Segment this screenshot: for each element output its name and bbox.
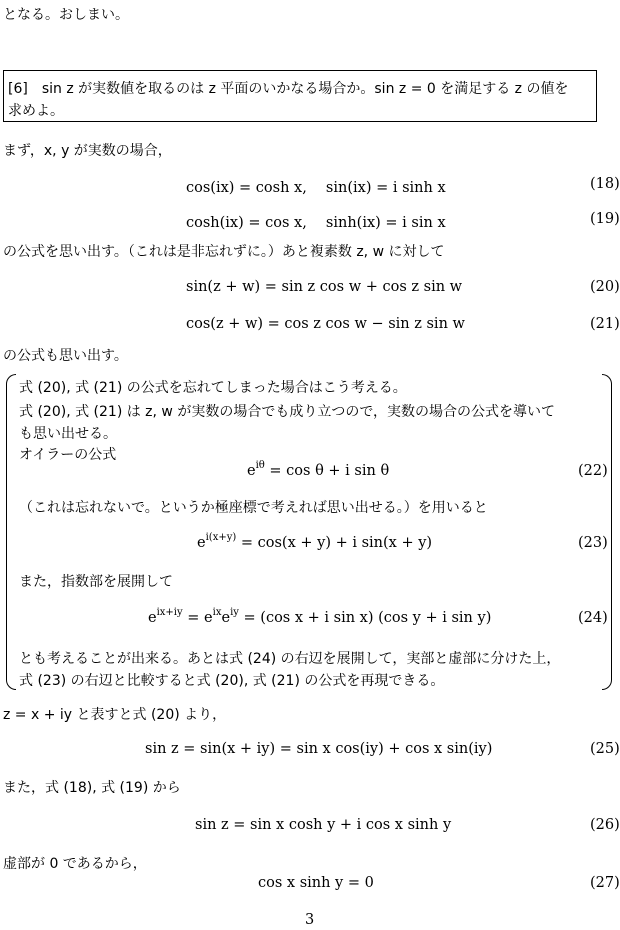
aside-line-3: も思い出せる。 — [19, 426, 117, 442]
equation-20-number: (20) — [590, 279, 620, 295]
aside-line-5: （これは忘れないで。というか極座標で考えれば思い出せる。）を用いると — [19, 500, 488, 516]
equation-19: cosh(ix) = cos x, sinh(ix) = i sin x — [186, 215, 446, 231]
equation-25-number: (25) — [590, 741, 620, 757]
equation-26: sin z = sin x cosh y + i cos x sinh y — [195, 817, 452, 833]
intro-text: まず，x, y が実数の場合， — [3, 143, 172, 159]
aside-line-4: オイラーの公式 — [19, 447, 117, 463]
aside-line-8: 式 (23) の右辺と比較すると式 (20), 式 (21) の公式を再現できる。 — [19, 673, 445, 689]
equation-22-number: (22) — [578, 463, 608, 479]
equation-22: $e^{i\theta} = \cos \theta + i$ sin θ — [247, 460, 390, 479]
equation-24-number: (24) — [578, 610, 608, 626]
equation-21-number: (21) — [590, 316, 620, 332]
equation-24: $e^{ix+iy} = e^{ix}e^{iy} = (\cos$ x + i sin x) (cos y + i sin y) — [148, 607, 492, 626]
equation-27: cos x sinh y = 0 — [258, 875, 374, 891]
equation-26-number: (26) — [590, 817, 620, 833]
after-19-text: の公式を思い出す。（これは是非忘れずに。）あと複素数 z, w に対して — [3, 244, 445, 260]
top-line: となる。おしまい。 — [3, 7, 129, 23]
equation-19-number: (19) — [590, 211, 620, 227]
aside-line-2: 式 (20), 式 (21) は z, w が実数の場合でも成り立つので，実数の場合の公式を導いて — [19, 404, 556, 420]
aside-line-7: とも考えることが出来る。あとは式 (24) の右辺を展開して，実部と虚部に分けた上， — [19, 651, 561, 667]
problem-line-2: 求めよ。 — [8, 103, 64, 119]
equation-27-number: (27) — [590, 875, 620, 891]
problem-line-1: [6] sin z が実数値を取るのは z 平面のいかなる場合か。sin z = 0 を満足する z の値を — [8, 81, 569, 97]
aside-line-1: 式 (20), 式 (21) の公式を忘れてしまった場合はこう考える。 — [19, 380, 407, 396]
equation-18: cos(ix) = cosh x, sin(ix) = i sinh x — [186, 180, 446, 196]
aside-left-paren — [6, 374, 16, 690]
page-number: 3 — [305, 912, 315, 928]
after-aside-text: z = x + iy と表すと式 (20) より， — [3, 707, 227, 723]
equation-21: cos(z + w) = cos z cos w − sin z sin w — [186, 316, 465, 332]
equation-20: sin(z + w) = sin z cos w + cos z sin w — [186, 279, 463, 295]
equation-23-number: (23) — [578, 535, 608, 551]
equation-23: $e^{i(x+y)} = \cos(x + y) + i$ sin(x + y) — [197, 532, 433, 551]
after-25-text: また，式 (18), 式 (19) から — [3, 780, 181, 796]
aside-line-6: また，指数部を展開して — [19, 574, 173, 590]
after-21-text: の公式も思い出す。 — [3, 348, 128, 364]
equation-25: sin z = sin(x + iy) = sin x cos(iy) + cos x sin(iy) — [145, 741, 493, 757]
aside-right-paren — [602, 374, 612, 690]
after-26-text: 虚部が 0 であるから， — [3, 856, 147, 872]
equation-18-number: (18) — [590, 176, 620, 192]
